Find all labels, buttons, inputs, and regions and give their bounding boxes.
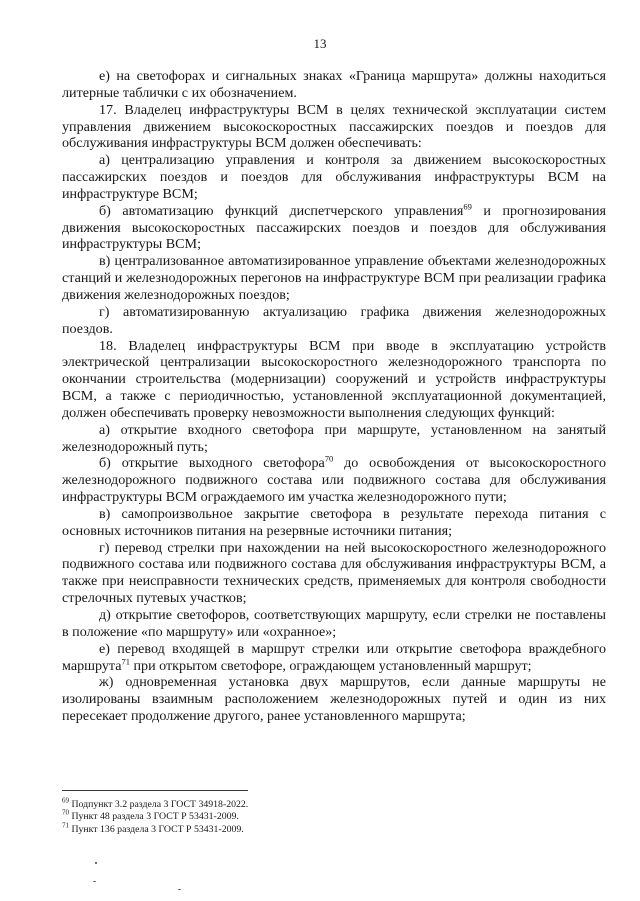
footnote (62, 811, 606, 823)
footnote-ref[interactable]: 70 (324, 453, 334, 464)
paragraph (62, 607, 606, 641)
paragraph-text: до освобождения от высокоскоростного железнодорожного подвижного состава или подвижного состава для обслуживания инфраструктуры ВСМ ограждаемого им участка железнодорожного пути; (62, 455, 606, 506)
paragraph-text: при открытом светофоре, ограждающем установленный маршрут; (129, 657, 532, 674)
footnote-number: 71 (62, 821, 69, 830)
footnote (62, 821, 606, 836)
footnote-divider (62, 790, 248, 791)
footnote-number: 69 (62, 796, 69, 805)
paragraph-text: е) на светофорах и сигнальных знаках «Граница маршрута» должны находиться литерные таблички с их обозначением. (62, 68, 606, 101)
footnote-number: 70 (62, 809, 69, 818)
scan-speck (178, 889, 181, 890)
paragraph-text: б) открытие выходного светофора (99, 455, 325, 472)
paragraph-text: в) самопроизвольное закрытие светофора в результате перехода питания с основных источников питания на резервные источники питания; (62, 505, 606, 539)
paragraph (62, 506, 606, 540)
paragraph (62, 304, 606, 338)
paragraph-text: а) централизацию управления и контроля за движением высокоскоростных пассажирских поездов и поездов для обслуживания инфраструктуры ВСМ на инфраструктуре ВСМ; (62, 152, 606, 202)
paragraph (62, 338, 606, 422)
paragraph (62, 455, 606, 506)
footnote-ref[interactable]: 69 (463, 201, 472, 212)
footnote (62, 796, 606, 811)
paragraph (62, 422, 606, 456)
paragraph (62, 641, 606, 675)
paragraph-text: и прогнозирования движения высокоскоростных пассажирских поездов и поездов для обслуживания инфраструктуры ВСМ; (62, 202, 606, 253)
footnote-text: Пункт 136 раздела 3 ГОСТ Р 53431-2009. (69, 823, 244, 835)
paragraph (62, 102, 606, 153)
footnotes (62, 796, 606, 836)
paragraph-text: е) перевод входящей в маршрут стрелки или открытие светофора враждебного маршрута (62, 640, 606, 674)
paragraph-text: 17. Владелец инфраструктуры ВСМ в целях технической эксплуатации систем управления движением высокоскоростных пассажирских поездов и поездов для обслуживания инфраструктуры ВСМ должен обеспечивать: (62, 101, 606, 152)
paragraph-text: г) автоматизированную актуализацию графика движения железнодорожных поездов. (62, 303, 606, 337)
footnote-text: Подпункт 3.2 раздела 3 ГОСТ 34918-2022. (69, 799, 249, 810)
paragraph (62, 203, 606, 254)
paragraph (62, 68, 606, 102)
footnote-ref[interactable]: 71 (121, 655, 130, 666)
scan-speck (95, 862, 97, 864)
paragraph (62, 253, 606, 304)
page-number: 13 (313, 36, 327, 51)
paragraph-text: д) открытие светофоров, соответствующих маршруту, если стрелки не поставлены в положение «по маршруту» или «охранное»; (62, 607, 606, 640)
document-body (62, 68, 606, 725)
paragraph-text: в) централизованное автоматизированное управление объектами железнодорожных станций и железнодорожных перегонов на инфраструктуре ВСМ при реализации графика движения железнодорожных поездов; (62, 253, 606, 303)
scan-speck (93, 881, 96, 882)
paragraph (62, 540, 606, 607)
paragraph-text: г) перевод стрелки при нахождении на ней высокоскоростного железнодорожного подвижного состава или подвижного состава для обслуживания инфраструктуры ВСМ, а также при неисправности технических средств, применяемых для контроля свободности стрелочных путевых участков; (62, 539, 606, 607)
paragraph (62, 152, 606, 203)
paragraph (62, 674, 606, 725)
paragraph-text: 18. Владелец инфраструктуры ВСМ при вводе в эксплуатацию устройств электрической централизации высокоскоростного железнодорожного транспорта по окончании строительства (модернизации) сооружений и устройств инфраструктуры ВСМ, а также с периодичностью, установленной эксплуатационной документацией, должен обеспечивать проверку невозможности выполнения следующих функций: (62, 337, 606, 421)
paragraph-text: а) открытие входного светофора при маршруте, установленном на занятый железнодорожный путь; (62, 421, 606, 455)
paragraph-text: б) автоматизацию функций диспетчерского управления (99, 202, 464, 219)
paragraph-text: ж) одновременная установка двух маршрутов, если данные маршруты не изолированы взаимным расположением железнодорожных путей и один из них пересекает продолжение другого, ранее установленного маршрута; (62, 674, 606, 725)
footnote-text: Пункт 48 раздела 3 ГОСТ Р 53431-2009. (69, 811, 239, 823)
